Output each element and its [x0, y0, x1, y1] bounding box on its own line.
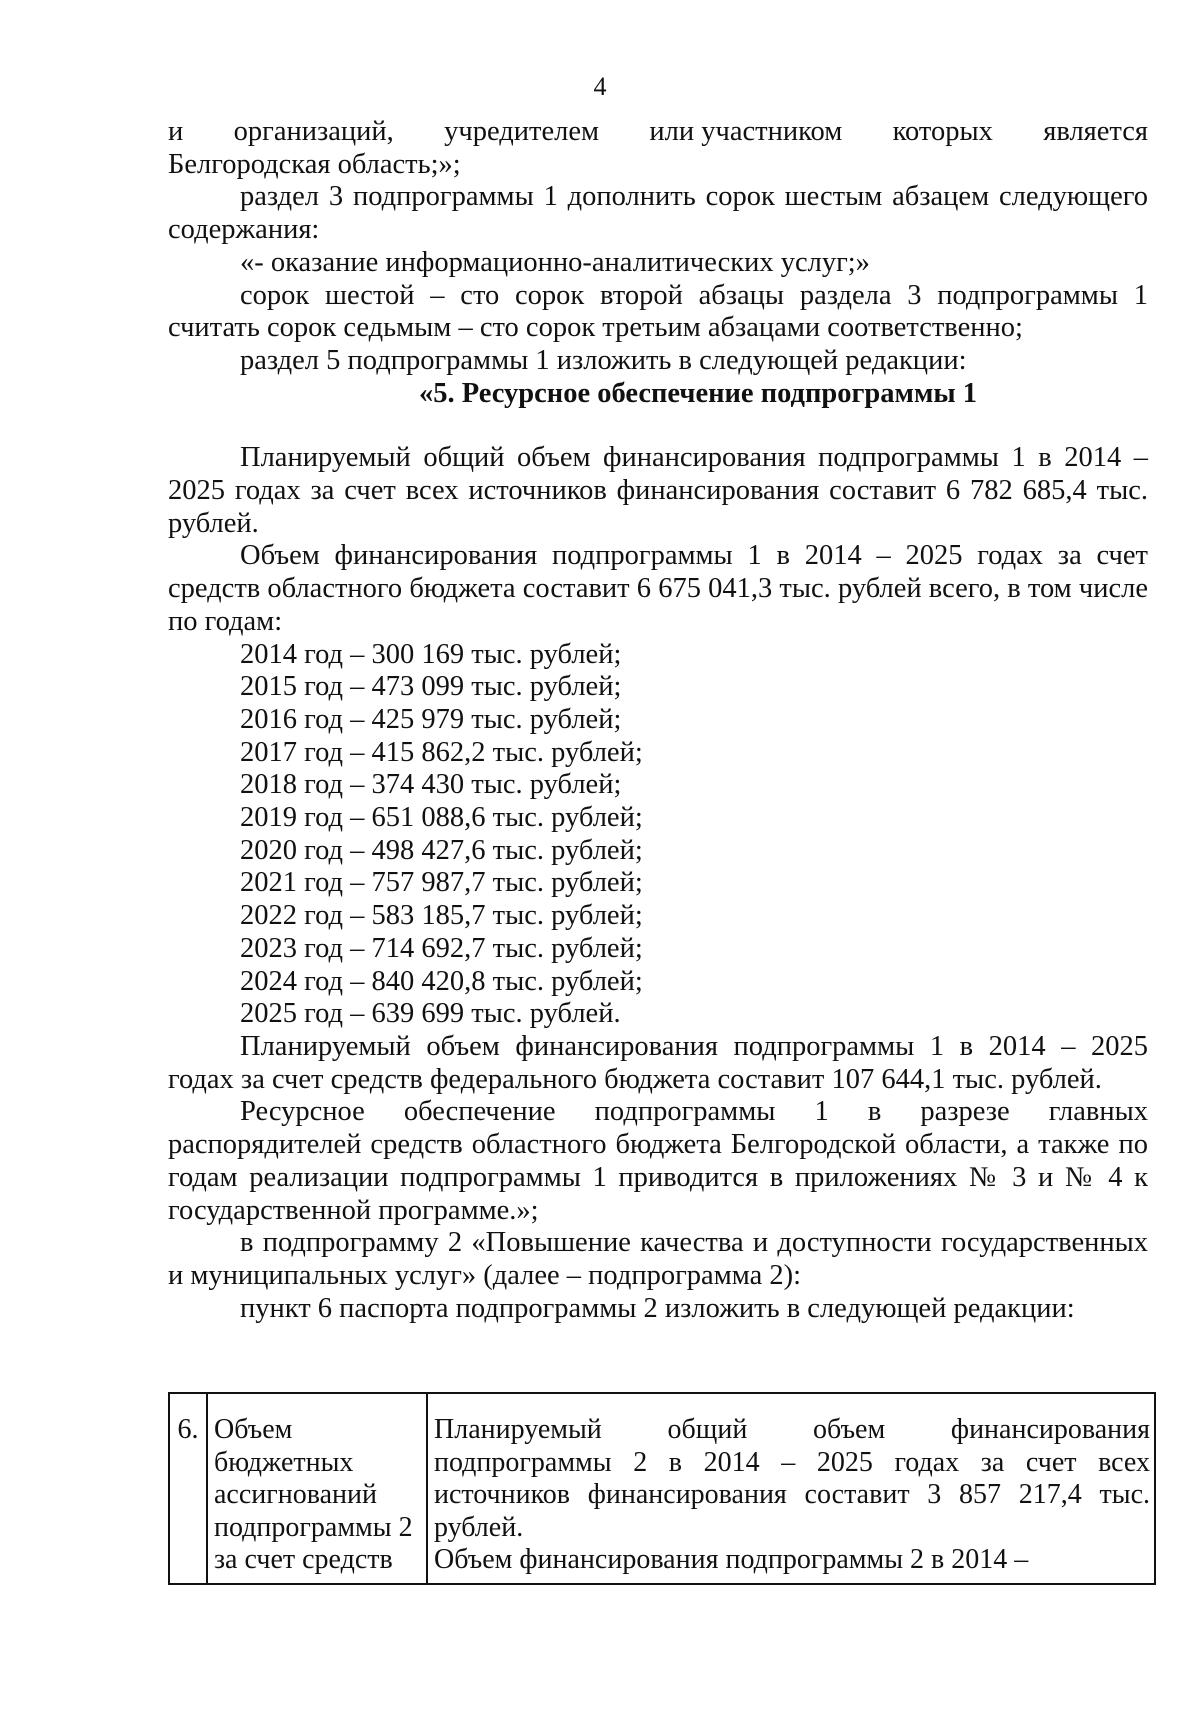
list-item: 2016 год – 425 979 тыс. рублей;: [240, 703, 622, 735]
row-value-cell: [427, 1393, 1155, 1584]
paragraph-item6-intro: пункт 6 паспорта подпрограммы 2 изложить в следующей редакции:: [240, 1292, 1075, 1324]
name-line: за счет средств: [214, 1544, 393, 1575]
name-line: подпрограммы 2: [214, 1511, 413, 1543]
list-item: 2014 год – 300 169 тыс. рублей;: [240, 638, 622, 670]
document-body: [168, 116, 1148, 1325]
paragraph-renumbering: сорок шестой – сто сорок второй абзацы раздела 3 подпрограммы 1 считать сорок седьмым – сто сорок третьим абзацами соответственно;: [168, 279, 1148, 344]
list-item: 2021 год – 757 987,7 тыс. рублей;: [240, 867, 643, 899]
intro-word: которых: [892, 116, 993, 147]
financing-by-year-list: [168, 639, 1148, 1031]
table-row: [169, 1393, 1155, 1584]
paragraph-federal-financing: Планируемый объем финансирования подпрограммы 1 в 2014 – 2025 годах за счет средств федерального бюджета составит 107 644,1 тыс. рублей.: [168, 1030, 1148, 1095]
intro-line-1: [168, 116, 1148, 149]
paragraph-new-item: «- оказание информационно-аналитических услуг;»: [240, 246, 870, 278]
list-item: 2023 год – 714 692,7 тыс. рублей;: [240, 932, 643, 964]
section-heading: «5. Ресурсное обеспечение подпрограммы 1: [418, 377, 977, 409]
intro-line-2: Белгородская область;»;: [168, 148, 461, 180]
intro-word: учредителем: [444, 116, 600, 147]
paragraph-section5-intro: раздел 5 подпрограммы 1 изложить в следующей редакции:: [240, 344, 967, 376]
passport-table-wrapper: [168, 1392, 1156, 1585]
name-line: ассигнований: [214, 1479, 377, 1510]
spacer: [168, 410, 1148, 442]
intro-word: и: [168, 116, 184, 147]
list-item: 2018 год – 374 430 тыс. рублей;: [240, 769, 622, 801]
list-item: 2017 год – 415 862,2 тыс. рублей;: [240, 736, 643, 768]
row-name-cell: [207, 1393, 427, 1584]
value-paragraph: Планируемый общий объем финансирования подпрограммы 2 в 2014 – 2025 годах за счет всех источников финансирования составит 3 857 217,4 тыс. рублей.: [434, 1414, 1150, 1543]
name-line: Объем: [214, 1414, 293, 1445]
name-line: бюджетных: [214, 1446, 354, 1478]
paragraph-section3-addition: раздел 3 подпрограммы 1 дополнить сорок шестым абзацем следующего содержания:: [168, 181, 1148, 246]
paragraph-resource-provision: Ресурсное обеспечение подпрограммы 1 в разрезе главных распорядителей средств областного бюджета Белгородской области, а также по годам реализации подпрограммы 1 приводится в приложениях № 3 и № 4 к государственной программе.»;: [168, 1096, 1148, 1226]
intro-word: организаций,: [233, 116, 394, 147]
intro-word: является: [1043, 116, 1148, 147]
list-item: 2025 год – 639 699 тыс. рублей.: [240, 998, 621, 1030]
value-paragraph: Объем финансирования подпрограммы 2 в 2014 –: [434, 1544, 1029, 1575]
row-number-cell: 6.: [169, 1393, 207, 1584]
list-item: 2024 год – 840 420,8 тыс. рублей;: [240, 965, 643, 997]
list-item: 2019 год – 651 088,6 тыс. рублей;: [240, 802, 643, 834]
paragraph-regional-financing: Объем финансирования подпрограммы 1 в 2014 – 2025 годах за счет средств областного бюджета составит 6 675 041,3 тыс. рублей всего, в том числе по годам:: [168, 540, 1148, 637]
list-item: 2015 год – 473 099 тыс. рублей;: [240, 671, 622, 703]
paragraph-total-financing: Планируемый общий объем финансирования подпрограммы 1 в 2014 – 2025 годах за счет всех источников финансирования составит 6 782 685,4 тыс. рублей.: [168, 442, 1148, 539]
passport-table: [168, 1392, 1156, 1585]
list-item: 2022 год – 583 185,7 тыс. рублей;: [240, 900, 643, 932]
intro-word: или участником: [649, 116, 843, 147]
list-item: 2020 год – 498 427,6 тыс. рублей;: [240, 834, 643, 866]
paragraph-subprogram2-intro: в подпрограмму 2 «Повышение качества и доступности государственных и муниципальных услуг» (далее – подпрограмма 2):: [168, 1227, 1148, 1291]
page-number: 4: [593, 72, 607, 101]
